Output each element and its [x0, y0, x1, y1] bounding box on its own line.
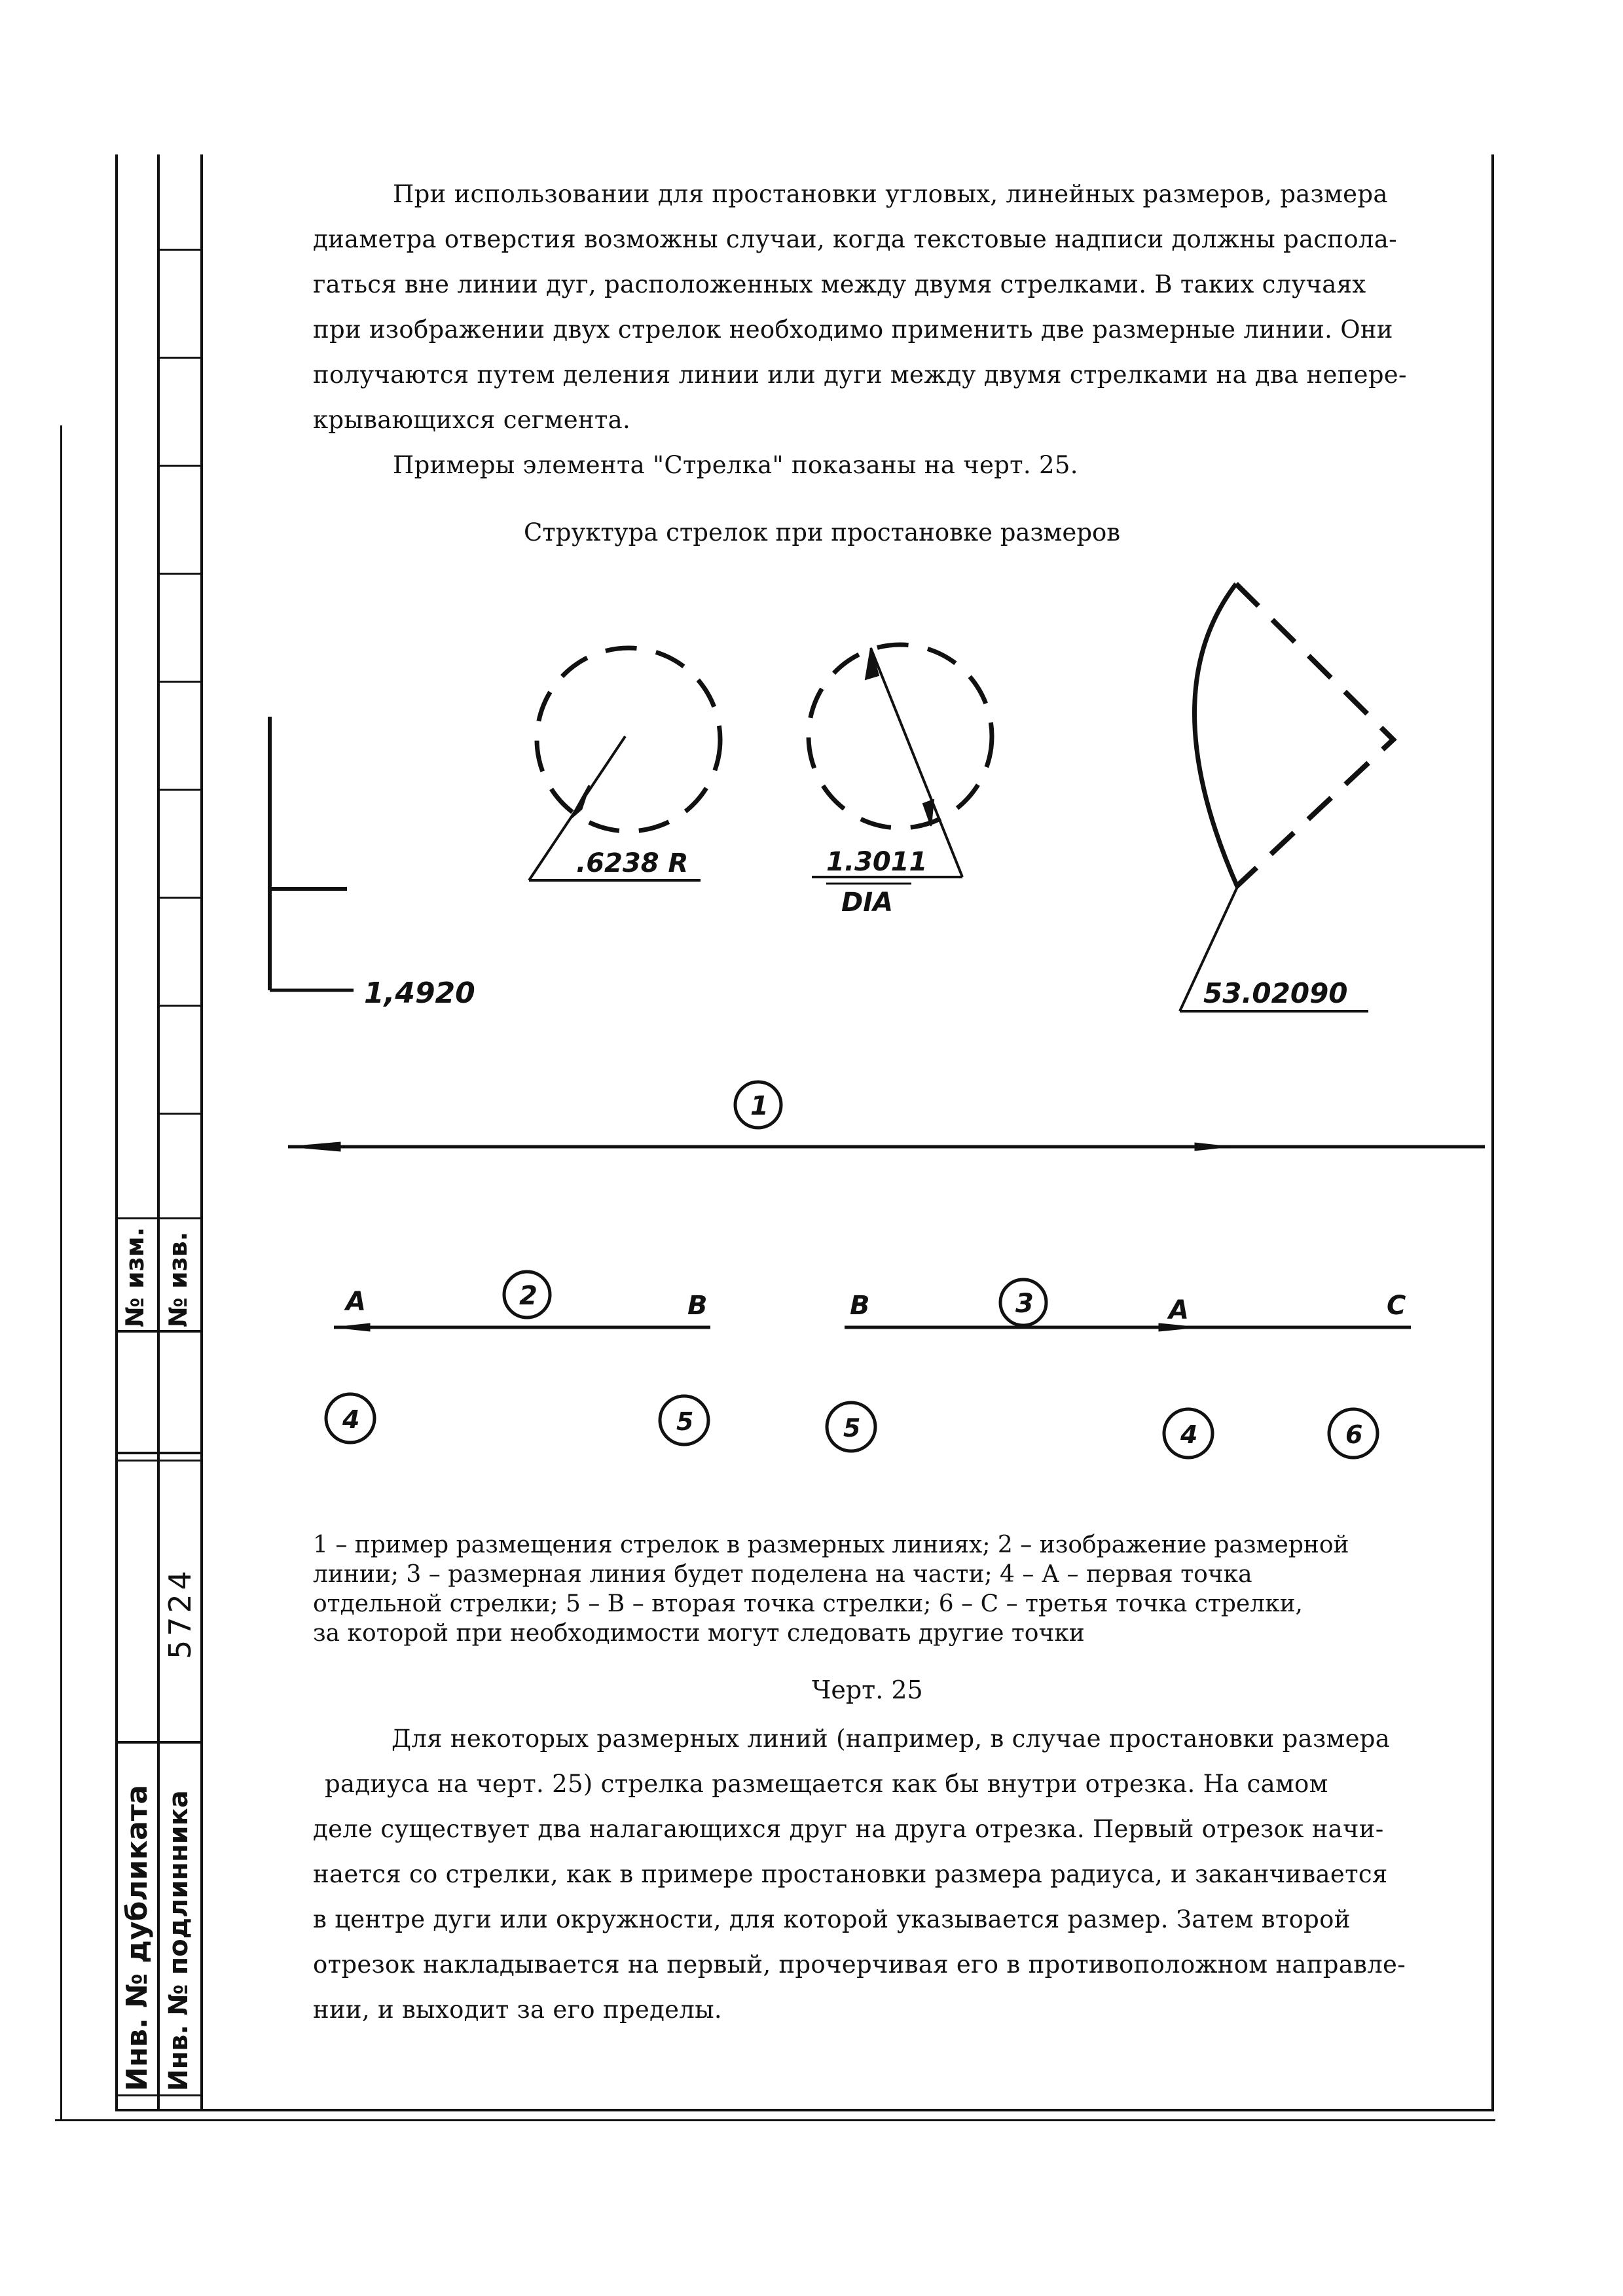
example-reference: Примеры элемента "Стрелка" показаны на черт. 25. [393, 451, 1078, 479]
stamp-original-label: Инв. № подлинника [164, 1790, 194, 2091]
radius-value: .6238 R [576, 848, 689, 878]
caption-line: за которой при необходимости могут следовать другие точки [313, 1620, 1085, 1647]
point-label-b2: B [850, 1291, 870, 1321]
marker-6: 6 [1345, 1420, 1363, 1449]
marker-5a: 5 [676, 1407, 694, 1436]
figure-label: Черт. 25 [812, 1676, 923, 1704]
angular-value: 53.02090 [1203, 977, 1348, 1009]
point-label-b1: B [687, 1291, 708, 1321]
point-label-a1: A [346, 1287, 366, 1317]
caption-line: 1 – пример размещения стрелок в размерных линиях; 2 – изображение размерной [313, 1532, 1349, 1558]
point-label-c2: C [1387, 1291, 1406, 1321]
marker-3: 3 [1015, 1289, 1034, 1319]
text-line: При использовании для простановки угловых, линейных размеров, размера [393, 180, 1388, 208]
diameter-suffix: DIA [841, 888, 894, 918]
text-line: гаться вне линии дуг, расположенных между двумя стрелками. В таких случаях [313, 270, 1366, 298]
inv-number: 5724 [162, 1566, 198, 1659]
text-line: в центре дуги или окружности, для которой указывается размер. Затем второй [313, 1905, 1351, 1933]
angular-dimension [1180, 584, 1393, 1011]
dimension-line-3 [845, 1280, 1411, 1331]
marker-1: 1 [750, 1091, 769, 1121]
linear-value: 1,4920 [364, 977, 475, 1010]
caption-line: линии; 3 – размерная линия будет поделена на части; 4 – А – первая точка [313, 1561, 1252, 1588]
text-line: получаются путем деления линии или дуги между двумя стрелками на два непере- [313, 361, 1407, 389]
stamp-duplicate-label: Инв. № дубликата [120, 1784, 154, 2091]
stamp-izv-label: № изв. [164, 1231, 192, 1327]
diameter-dimension [809, 645, 992, 877]
stamp-izm-label: № изм. [120, 1227, 149, 1327]
linear-dimension [270, 717, 354, 990]
text-line: диаметра отверстия возможны случаи, когда текстовые надписи должны распола- [313, 225, 1397, 253]
text-line: деле существует два налагающихся друг на друга отрезка. Первый отрезок начи- [313, 1815, 1384, 1843]
text-line: крывающихся сегмента. [313, 406, 631, 434]
text-line: нии, и выходит за его пределы. [313, 1996, 722, 2024]
radius-dimension [529, 648, 720, 880]
text-line: нается со стрелки, как в примере простановки размера радиуса, и заканчивается [313, 1860, 1388, 1888]
caption-line: отдельной стрелки; 5 – В – вторая точка стрелки; 6 – С – третья точка стрелки, [313, 1590, 1303, 1617]
text-line: Для некоторых размерных линий (например, в случае простановки размера [392, 1725, 1391, 1753]
point-label-a2: A [1169, 1295, 1189, 1325]
figure-title: Структура стрелок при простановке размеров [524, 518, 1121, 547]
body-paragraph [313, 1716, 1406, 2032]
marker-5b: 5 [843, 1414, 861, 1443]
text-line: радиуса на черт. 25) стрелка размещается как бы внутри отрезка. На самом [325, 1770, 1328, 1798]
text-line: при изображении двух стрелок необходимо применить две размерные линии. Они [313, 315, 1393, 344]
dimension-line-1 [288, 1082, 1485, 1151]
marker-2: 2 [519, 1281, 538, 1311]
figure-caption [313, 1530, 1349, 1648]
marker-4a: 4 [342, 1405, 360, 1434]
text-line: отрезок накладывается на первый, прочерчивая его в противоположном направле- [313, 1950, 1406, 1979]
marker-4b: 4 [1180, 1420, 1198, 1449]
diameter-value: 1.3011 [826, 847, 928, 877]
